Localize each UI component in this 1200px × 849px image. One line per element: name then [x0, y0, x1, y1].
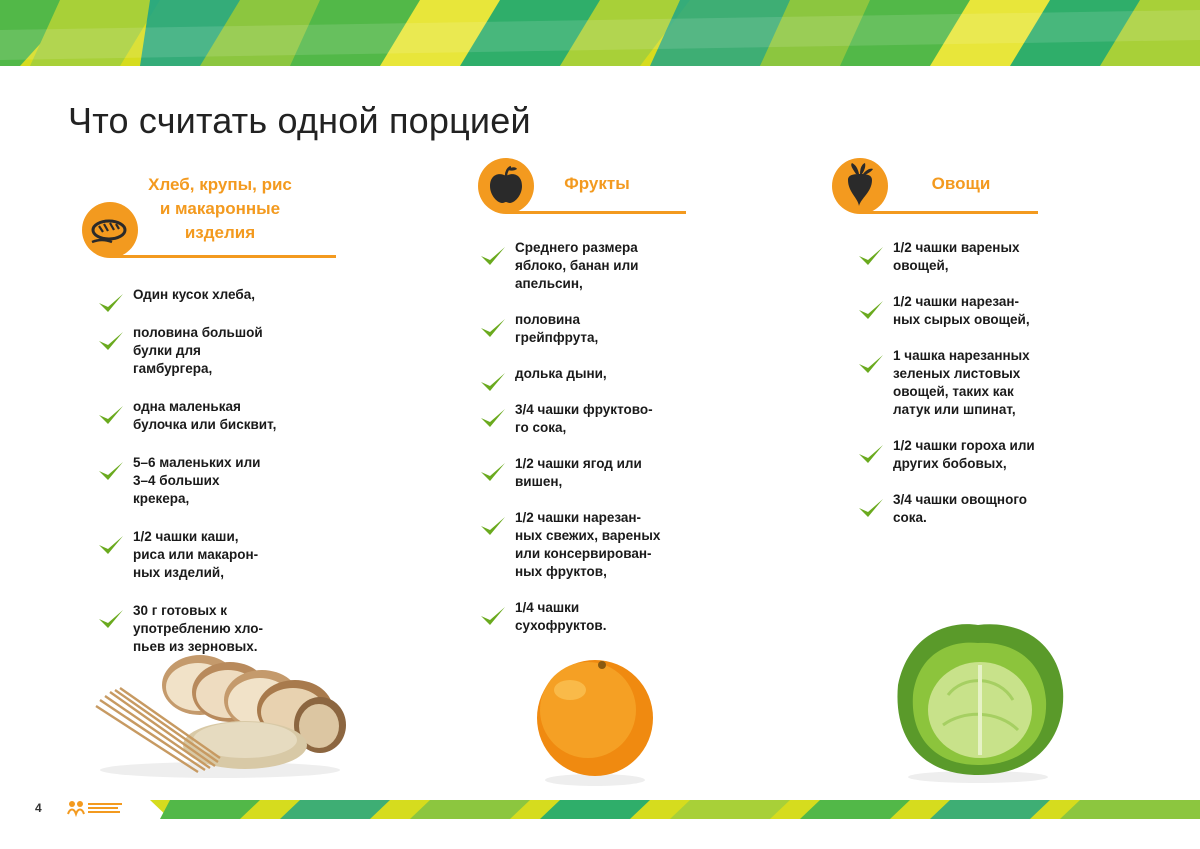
list-item [858, 239, 1098, 275]
serving-list [98, 286, 338, 676]
checkmark-icon [98, 460, 124, 482]
checkmark-icon [98, 608, 124, 630]
checkmark-icon [480, 407, 506, 429]
list-item [858, 293, 1098, 329]
checkmark-icon [480, 317, 506, 339]
checkmark-icon [98, 404, 124, 426]
item-text: 3/4 чашки фруктово- го сока, [515, 402, 653, 435]
list-item [858, 347, 1098, 419]
item-text: 1/2 чашки нарезан- ных свежих, вареных или консервирован- ных фруктов, [515, 510, 661, 579]
checkmark-icon [480, 605, 506, 627]
list-item [480, 365, 720, 383]
category-underline [506, 211, 686, 214]
list-item [98, 286, 338, 304]
list-item [480, 509, 720, 581]
category-title: Фрукты [564, 174, 630, 193]
list-item [480, 455, 720, 491]
category-header [80, 155, 360, 265]
item-text: долька дыни, [515, 366, 607, 381]
checkmark-icon [858, 443, 884, 465]
item-text: 1/2 чашки ягод или вишен, [515, 456, 642, 489]
list-item [480, 401, 720, 437]
checkmark-icon [98, 292, 124, 314]
list-item [858, 491, 1098, 527]
item-text: 1/2 чашки гороха или других бобовых, [893, 438, 1035, 471]
cabbage-illustration [888, 615, 1068, 785]
page-title: Что считать одной порцией [68, 100, 531, 141]
list-item [98, 528, 338, 582]
category-underline [860, 211, 1038, 214]
list-item [480, 599, 720, 635]
list-item [480, 311, 720, 347]
category-underline [110, 255, 336, 258]
checkmark-icon [98, 330, 124, 352]
checkmark-icon [480, 371, 506, 393]
bread-and-pasta-illustration [90, 630, 350, 780]
organization-logo [66, 798, 126, 818]
apple-icon [478, 158, 534, 214]
list-item [98, 454, 338, 508]
item-text: 1/2 чашки вареных овощей, [893, 240, 1020, 273]
checkmark-icon [858, 497, 884, 519]
category-bread [80, 155, 360, 654]
item-text: 1/2 чашки каши, риса или макарон- ных изделий, [133, 529, 259, 580]
category-title: Хлеб, крупы, рис и макаронные изделия [148, 175, 292, 242]
checkmark-icon [858, 353, 884, 375]
list-item [480, 239, 720, 293]
category-title: Овощи [931, 174, 991, 193]
page-number: 4 [35, 801, 42, 815]
checkmark-icon [480, 245, 506, 267]
item-text: 3/4 чашки овощного сока. [893, 492, 1028, 525]
item-text: 1 чашка нарезанных зеленых листовых овощей, таких как латук или шпинат, [893, 348, 1030, 417]
item-text: 1/4 чашки сухофруктов. [515, 600, 607, 633]
checkmark-icon [98, 534, 124, 556]
item-text: половина большой булки для гамбургера, [133, 325, 263, 376]
beet-icon [832, 158, 888, 214]
item-text: Один кусок хлеба, [133, 287, 255, 302]
category-fruits [476, 155, 736, 633]
list-item [98, 324, 338, 378]
item-text: 1/2 чашки нарезан- ных сырых овощей, [893, 294, 1030, 327]
checkmark-icon [858, 245, 884, 267]
item-text: 30 г готовых к употреблению хло- пьев из зерновых. [133, 603, 264, 654]
top-decorative-band [0, 0, 1200, 66]
item-text: 5–6 маленьких или 3–4 больших крекера, [133, 455, 261, 506]
item-text: Среднего размера яблоко, банан или апельсин, [515, 240, 639, 291]
orange-illustration [520, 640, 670, 790]
checkmark-icon [480, 515, 506, 537]
serving-list [858, 239, 1098, 545]
list-item [98, 398, 338, 434]
item-text: половина грейпфрута, [515, 312, 599, 345]
category-vegetables [830, 155, 1090, 525]
category-icon-circle [478, 158, 534, 214]
checkmark-icon [480, 461, 506, 483]
item-text: одна маленькая булочка или бисквит, [133, 399, 277, 432]
serving-list [480, 239, 720, 653]
checkmark-icon [858, 299, 884, 321]
category-icon-circle [832, 158, 888, 214]
list-item [858, 437, 1098, 473]
bottom-decorative-band [0, 800, 1200, 819]
